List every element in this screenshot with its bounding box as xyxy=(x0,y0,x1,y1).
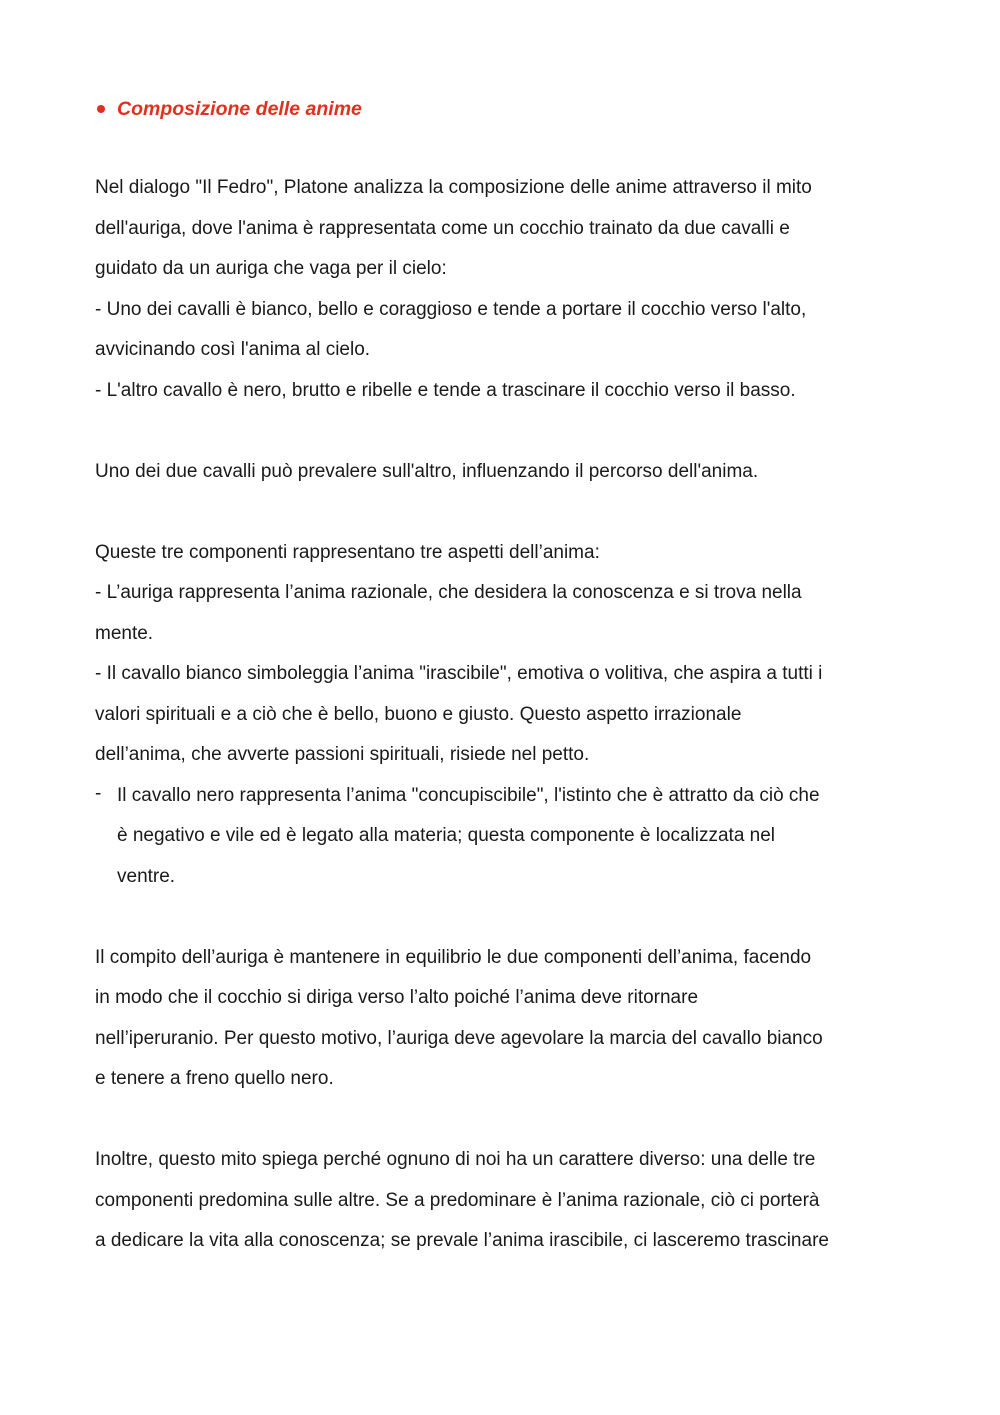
section-heading xyxy=(95,94,362,124)
list-dash: - xyxy=(95,782,102,804)
paragraph-spacer xyxy=(95,1100,910,1141)
list-item-black-horse xyxy=(95,776,910,898)
text-line: nell’iperuranio. Per questo motivo, l’auriga deve agevolare la marcia del cavallo bianco xyxy=(95,1027,823,1049)
text-line: - Uno dei cavalli è bianco, bello e coraggioso e tende a portare il cocchio verso l'alto, xyxy=(95,298,807,320)
text-line: Nel dialogo "Il Fedro", Platone analizza la composizione delle anime attraverso il mito xyxy=(95,177,812,198)
section-title: Composizione delle anime xyxy=(117,97,362,120)
text-line: ventre. xyxy=(117,865,176,887)
bullet-icon xyxy=(97,105,105,113)
paragraph-components xyxy=(95,533,910,898)
paragraph-spacer xyxy=(95,492,910,533)
text-line: - Il cavallo bianco simboleggia l’anima "irascibile", emotiva o volitiva, che aspira a tutti i xyxy=(95,663,823,684)
text-line: è negativo e vile ed è legato alla materia; questa componente è localizzata nel xyxy=(117,825,776,846)
text-line: e tenere a freno quello nero. xyxy=(95,1068,334,1089)
text-line: Queste tre componenti rappresentano tre aspetti dell’anima: xyxy=(95,541,600,563)
text-line: mente. xyxy=(95,622,154,644)
paragraph-spacer xyxy=(95,411,910,452)
text-line: dell'auriga, dove l'anima è rappresentata come un cocchio trainato da due cavalli e xyxy=(95,217,790,239)
text-line: avvicinando così l'anima al cielo. xyxy=(95,339,371,360)
text-line: Il cavallo nero rappresenta l’anima "concupiscibile", l'istinto che è attratto da ciò che xyxy=(117,784,820,806)
paragraph-character xyxy=(95,1140,910,1262)
text-line: valori spirituali e a ciò che è bello, buono e giusto. Questo aspetto irrazionale xyxy=(95,703,742,725)
text-line: - L’auriga rappresenta l’anima razionale, che desidera la conoscenza e si trova nella xyxy=(95,582,802,603)
text-line: a dedicare la vita alla conoscenza; se prevale l’anima irascibile, ci lasceremo trascinare xyxy=(95,1230,829,1251)
text-line: Il compito dell’auriga è mantenere in equilibrio le due componenti dell’anima, facendo xyxy=(95,946,812,968)
text-line: in modo che il cocchio si diriga verso l’alto poiché l’anima deve ritornare xyxy=(95,987,699,1008)
paragraph-charioteer-task xyxy=(95,938,910,1100)
text-line: guidato da un auriga che vaga per il cielo: xyxy=(95,258,447,279)
text-line: Uno dei due cavalli può prevalere sull'altro, influenzando il percorso dell'anima. xyxy=(95,460,759,482)
text-line: componenti predomina sulle altre. Se a predominare è l’anima razionale, ciò ci porterà xyxy=(95,1189,820,1211)
paragraph-intro xyxy=(95,168,910,411)
paragraph-prevalence xyxy=(95,452,910,493)
text-line: - L'altro cavallo è nero, brutto e ribelle e tende a trascinare il cocchio verso il basso. xyxy=(95,379,796,401)
text-line: dell’anima, che avverte passioni spirituali, risiede nel petto. xyxy=(95,744,590,765)
document-body xyxy=(95,168,910,1262)
paragraph-spacer xyxy=(95,897,910,938)
text-line: Inoltre, questo mito spiega perché ognuno di noi ha un carattere diverso: una delle tre xyxy=(95,1149,816,1170)
